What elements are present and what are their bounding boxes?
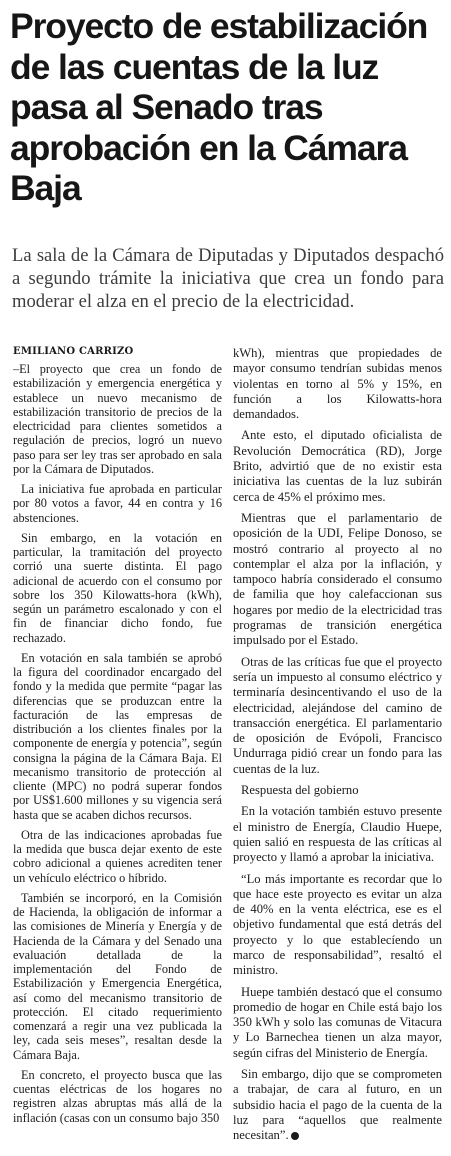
section-subheading: Respuesta del gobierno [241, 783, 359, 798]
body-paragraph [233, 1067, 442, 1143]
article-headline: Proyecto de estabilización de las cuentas de la luz pasa al Senado tras aprobación en la Cámara Baja [10, 6, 428, 208]
body-paragraph: –El proyecto que crea un fondo de estabilización y emergencia energética y establece un nuevo mecanismo de estabilización transitorio de precios de la electricidad para clientes sometidos a regulación de precios, logró un nuevo paso para ser ley tras ser aprobado en sala por la Cámara de Diputados. [13, 362, 222, 476]
body-paragraph: En votación en sala también se aprobó la figura del coordinador encargado del fondo y la medida que permite “pagar las diferencias que se produzcan entre la facturación de las empresas de distribución a los clientes finales por la componente de energía y potencia”, según consigna la página de la Cámara Baja. El mecanismo transitorio de protección al cliente (MPC) no podrá superar fondos por US$1.600 millones y su vigencia será hasta que se acaben dichos recursos. [13, 650, 222, 822]
article-column-1 [13, 362, 222, 1131]
article-byline: EMILIANO CARRIZO [13, 346, 134, 357]
article-lead: La sala de la Cámara de Diputadas y Diputados despachó a segundo trámite la iniciativa que crea un fondo para moderar el alza en el precio de la electricidad. [12, 245, 444, 312]
body-paragraph: En la votación también estuvo presente el ministro de Energía, Claudio Huepe, quien salió en respuesta de las críticas al proyecto y llamó a aprobar la iniciativa. [233, 804, 442, 865]
body-paragraph: Mientras que el parlamentario de oposición de la UDI, Felipe Donoso, se mostró contrario al proyecto al no contemplar el alza por la inflación, y tampoco habría considerado el consumo de familia que hoy calefaccionan sus hogares por medio de la electricidad tras programas de transición energética impulsado por el Estado. [233, 510, 442, 648]
body-paragraph-text: Sin embargo, dijo que se comprometen a trabajar, de cara al futuro, en un subsidio hacia el pago de la cuenta de la luz para “aquellos que realmente necesitan”. [233, 1067, 442, 1143]
end-of-article-icon [291, 1132, 299, 1140]
article-column-2 [233, 346, 442, 1150]
body-paragraph: kWh), mientras que propiedades de mayor consumo tendrían subidas menos violentas en torno al 5% y 15%, en función a los Kilowatts-hora demandados. [233, 346, 442, 422]
body-paragraph: En concreto, el proyecto busca que las cuentas eléctricas de los hogares no registren alzas abruptas más allá de la inflación (casas con un consumo bajo 350 [13, 1067, 222, 1125]
body-paragraph: La iniciativa fue aprobada en particular por 80 votos a favor, 44 en contra y 16 abstenciones. [13, 482, 222, 525]
body-paragraph: “Lo más importante es recordar que lo que hace este proyecto es evitar un alza de 40% en la venta eléctrica, ese es el objetivo fundamental que está detrás del proyecto y lo que establecíendo un marco de responsabilidad”, resaltó el ministro. [233, 871, 442, 978]
body-paragraph: Huepe también destacó que el consumo promedio de hogar en Chile está bajo los 350 kWh y solo las comunas de Vitacura y Lo Barnechea tienen un alza mayor, según cifras del Ministerio de Energía. [233, 984, 442, 1060]
body-paragraph: Otras de las críticas fue que el proyecto sería un impuesto al consumo eléctrico y terminaría desincentivando el uso de la electricidad, alejándose del camino de transacción energética. El parlamentario de oposición de Evópoli, Francisco Undurraga pidió crear un fondo para las cuentas de la luz. [233, 654, 442, 776]
body-paragraph: Sin embargo, en la votación en particular, la tramitación del proyecto corrió una suerte distinta. El pago adicional de acuerdo con el consumo por sobre los 350 Kilowatts-hora (kWh), según un parámetro escalonado y con el fin de financiar dicho fondo, fue rechazado. [13, 530, 222, 645]
body-paragraph: Otra de las indicaciones aprobadas fue la medida que busca dejar exento de este cobro adicional a quienes acrediten tener un vehículo eléctrico o híbrido. [13, 827, 222, 885]
body-paragraph: También se incorporó, en la Comisión de Hacienda, la obligación de informar a las comisiones de Minería y Energía y de Hacienda de la Cámara y del Senado una evaluación detallada de la implementación del Fondo de Estabilización y Emergencia Energética, así como del mecanismo transitorio de protección. El citado requerimiento comenzará a regir una vez publicada la ley, cada seis meses”, resaltan desde la Cámara Baja. [13, 890, 222, 1062]
body-paragraph: Ante esto, el diputado oficialista de Revolución Democrática (RD), Jorge Brito, advirtió que de no existir esta iniciativa las cuentas de la luz subirán cerca de 45% el próximo mes. [233, 428, 442, 504]
